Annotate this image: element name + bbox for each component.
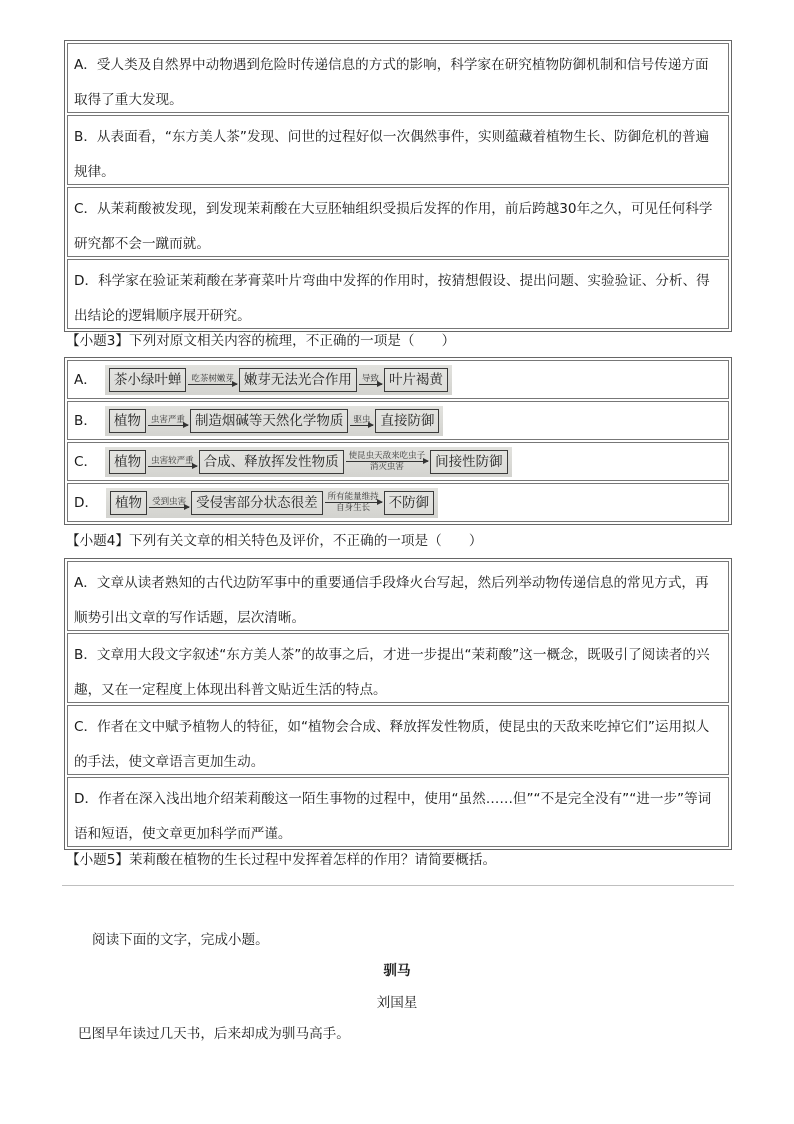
option-label: C．: [74, 453, 98, 470]
arrow-label: 自身生长: [336, 503, 371, 513]
flow-arrow: [149, 488, 189, 518]
story-paragraph: 巴图早年读过几天书，后来却成为驯马高手。: [78, 1026, 350, 1042]
flow-node: 茶小绿叶蝉: [109, 368, 187, 392]
question4-options-table: [64, 558, 732, 850]
section-divider: [62, 885, 734, 886]
option-row[interactable]: [67, 633, 729, 703]
flow-node: 植物: [110, 491, 147, 515]
question4-title: 【小题4】下列有关文章的相关特色及评价，不正确的一项是（ ）: [66, 533, 483, 549]
flow-diagram: [105, 365, 452, 395]
option-row[interactable]: [67, 442, 729, 481]
arrow-line: [148, 425, 188, 426]
option-label: D．: [74, 273, 99, 289]
option-label: D．: [74, 494, 99, 511]
option-row[interactable]: [67, 705, 729, 775]
option-label: D．: [74, 791, 99, 807]
flow-diagram: [106, 488, 438, 518]
flow-node: 间接性防御: [430, 450, 508, 474]
flow-arrow: [148, 406, 188, 436]
flow-node: 受侵害部分状态很差: [191, 491, 323, 515]
arrow-label: 虫害严重: [150, 415, 185, 425]
option-row[interactable]: [67, 115, 729, 185]
option-row[interactable]: [67, 43, 729, 113]
arrow-line: [350, 425, 373, 426]
flow-node: 植物: [109, 450, 146, 474]
flow-arrow: [148, 447, 197, 477]
arrow-line: [148, 466, 197, 467]
arrow-label: 虫害较严重: [151, 456, 194, 466]
option-text: 作者在文中赋予植物人的特征，如“植物会合成、释放挥发性物质，使昆虫的天敌来吃掉它们”运用拟人的手法，使文章语言更加生动。: [74, 719, 710, 770]
arrow-label: 驱虫: [353, 415, 371, 425]
flow-diagram: [105, 447, 512, 477]
question5-title: 【小题5】茉莉酸在植物的生长过程中发挥着怎样的作用？请简要概括。: [66, 852, 497, 868]
reading-instruction: 阅读下面的文字，完成小题。: [92, 932, 269, 948]
arrow-label: 消灭虫害: [369, 462, 404, 472]
flow-arrow: [325, 488, 382, 518]
option-text: 从茉莉酸被发现，到发现茉莉酸在大豆胚轴组织受损后发挥的作用，前后跨越30年之久，可见任何科学研究都不会一蹴而就。: [74, 201, 713, 252]
arrow-label: 所有能量维持: [327, 492, 379, 502]
option-row[interactable]: [67, 259, 729, 329]
question3-title: 【小题3】下列对原文相关内容的梳理，不正确的一项是（ ）: [66, 333, 456, 349]
option-row[interactable]: [67, 483, 729, 522]
flow-arrow: [188, 365, 237, 395]
option-text: 受人类及自然界中动物遇到危险时传递信息的方式的影响，科学家在研究植物防御机制和信号传递方面取得了重大发现。: [74, 57, 709, 108]
flow-node: 嫩芽无法光合作用: [239, 368, 357, 392]
story-title: 驯马: [383, 963, 411, 979]
arrow-label: 导致: [361, 374, 379, 384]
option-text: 作者在深入浅出地介绍茉莉酸这一陌生事物的过程中，使用“虽然……但”“不是完全没有”“进一步”等词语和短语，使文章更加科学而严谨。: [74, 791, 712, 842]
arrow-line: [149, 507, 189, 508]
story-author: 刘国星: [376, 995, 418, 1011]
option-row[interactable]: [67, 561, 729, 631]
arrow-line: [325, 502, 382, 503]
arrow-label: 吃茶树嫩芽: [191, 374, 234, 384]
option-row[interactable]: [67, 187, 729, 257]
flow-diagram: [105, 406, 444, 436]
arrow-label: 使昆虫天敌来吃虫子: [348, 451, 426, 461]
flow-arrow: [350, 406, 373, 436]
flow-node: 制造烟碱等天然化学物质: [190, 409, 349, 433]
option-label: B．: [74, 129, 97, 145]
question3-options-table: [64, 357, 732, 525]
option-text: 科学家在验证茉莉酸在茅膏菜叶片弯曲中发挥的作用时，按猜想假设、提出问题、实验验证、分析、得出结论的逻辑顺序展开研究。: [74, 273, 710, 324]
arrow-line: [188, 384, 237, 385]
option-row[interactable]: [67, 360, 729, 399]
flow-arrow: [346, 447, 429, 477]
flow-arrow: [359, 365, 382, 395]
option-label: A．: [74, 371, 97, 388]
option-label: C．: [74, 201, 98, 217]
arrow-line: [359, 384, 382, 385]
option-text: 从表面看，“东方美人茶”发现、问世的过程好似一次偶然事件，实则蕴藏着植物生长、防御危机的普遍规律。: [74, 129, 710, 180]
option-label: B．: [74, 647, 97, 663]
option-label: C．: [74, 719, 98, 735]
option-text: 文章用大段文字叙述“东方美人茶”的故事之后，才进一步提出“茉莉酸”这一概念，既吸引了阅读者的兴趣，又在一定程度上体现出科普文贴近生活的特点。: [74, 647, 710, 698]
option-label: B．: [74, 412, 97, 429]
option-row[interactable]: [67, 777, 729, 847]
option-label: A．: [74, 575, 97, 591]
flow-node: 直接防御: [375, 409, 439, 433]
arrow-line: [346, 461, 429, 462]
arrow-label: 受到虫害: [152, 497, 187, 507]
flow-node: 合成、释放挥发性物质: [199, 450, 344, 474]
option-text: 文章从读者熟知的古代边防军事中的重要通信手段烽火台写起，然后列举动物传递信息的常见方式，再顺势引出文章的写作话题，层次清晰。: [74, 575, 709, 626]
flow-node: 叶片褐黄: [384, 368, 448, 392]
question2-options-table: [64, 40, 732, 332]
option-label: A．: [74, 57, 97, 73]
option-row[interactable]: [67, 401, 729, 440]
flow-node: 不防御: [384, 491, 435, 515]
flow-node: 植物: [109, 409, 146, 433]
